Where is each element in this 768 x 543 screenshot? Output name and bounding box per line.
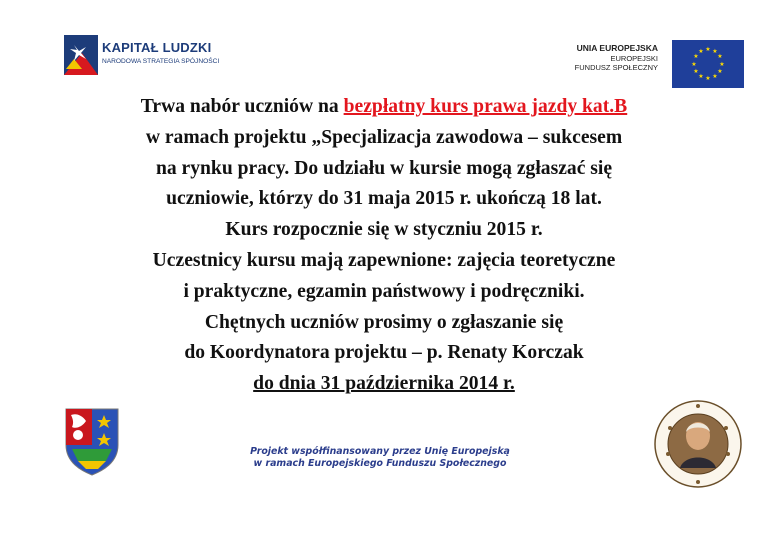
svg-text:★: ★ — [705, 46, 711, 53]
svg-text:★: ★ — [719, 61, 725, 68]
svg-text:★: ★ — [693, 68, 699, 75]
kapital-ludzki-subtitle: NARODOWA STRATEGIA SPÓJNOŚCI — [102, 58, 220, 65]
svg-text:★: ★ — [691, 61, 697, 68]
svg-text:★: ★ — [698, 48, 704, 55]
eu-line-2: EUROPEJSKI — [610, 53, 658, 63]
announcement-line-1 — [40, 92, 728, 123]
kapital-ludzki-icon — [62, 33, 102, 81]
school-seal-icon — [652, 398, 744, 490]
announcement-line-8: Chętnych uczniów prosimy o zgłaszanie się — [204, 311, 564, 333]
deadline-text: do dnia 31 października 2014 r. — [253, 373, 515, 395]
announcement-line-2: w ramach projektu „Specjalizacja zawodowa – sukcesem — [145, 126, 623, 148]
coat-of-arms-icon — [62, 405, 122, 477]
announcement-text — [40, 92, 728, 400]
announcement-line-10 — [40, 369, 728, 400]
svg-text:★: ★ — [705, 75, 711, 82]
eu-line-3: FUNDUSZ SPOŁECZNY — [574, 63, 658, 72]
announcement-line-3: na rynku pracy. Do udziału w kursie mogą zgłaszać się — [155, 157, 613, 179]
announcement-line-6: Uczestnicy kursu mają zapewnione: zajęcia teoretyczne — [152, 249, 616, 271]
svg-text:★: ★ — [712, 48, 718, 55]
eu-logo-text — [575, 44, 658, 73]
course-highlight: bezpłatny kurs prawa jazdy kat.B — [343, 96, 628, 117]
line1-prefix: Trwa nabór uczniów na — [140, 96, 344, 117]
svg-text:★: ★ — [717, 53, 723, 60]
footer-line-2: w ramach Europejskiego Funduszu Społecznego — [253, 458, 507, 469]
eu-line-1: UNIA EUROPEJSKA — [576, 43, 658, 53]
kapital-ludzki-title: KAPITAŁ LUDZKI — [102, 40, 212, 55]
announcement-line-9: do Koordynatora projektu – p. Renaty Korczak — [184, 342, 584, 364]
svg-text:★: ★ — [717, 68, 723, 75]
svg-text:★: ★ — [698, 73, 704, 80]
svg-text:★: ★ — [693, 53, 699, 60]
eu-flag-icon — [672, 40, 744, 88]
footer-line-1: Projekt współfinansowany przez Unię Europejską — [250, 446, 510, 457]
footer-cofinancing — [210, 446, 550, 470]
svg-text:★: ★ — [712, 73, 718, 80]
announcement-line-7: i praktyczne, egzamin państwowy i podręczniki. — [183, 280, 585, 302]
announcement-line-4: uczniowie, którzy do 31 maja 2015 r. ukończą 18 lat. — [166, 188, 602, 210]
announcement-line-5: Kurs rozpocznie się w styczniu 2015 r. — [225, 219, 543, 241]
